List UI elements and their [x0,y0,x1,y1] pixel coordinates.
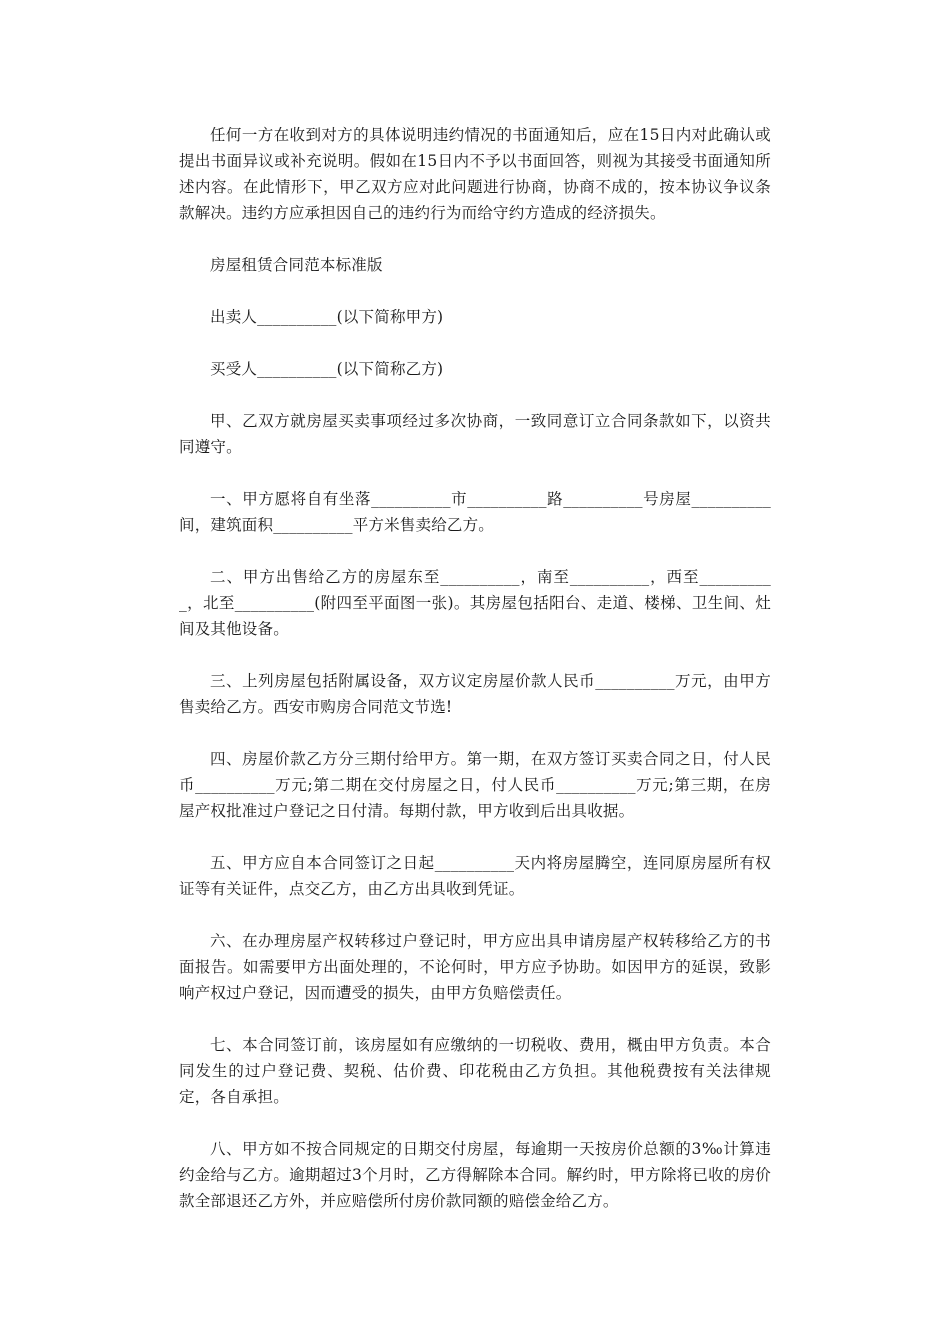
document-body [179,122,771,1240]
paragraph-clause-2: 二、甲方出售给乙方的房屋东至__________，南至__________，西至__________，北至__________(附四至平面图一张)。其房屋包括阳台、走道、楼梯、卫生间、灶间及其他设备。 [179,568,771,638]
paragraph-breach-notice: 任何一方在收到对方的具体说明违约情况的书面通知后，应在15日内对此确认或提出书面异议或补充说明。假如在15日内不予以书面回答，则视为其接受书面通知所述内容。在此情形下，甲乙双方应对此问题进行协商，协商不成的，按本协议争议条款解决。违约方应承担因自己的违约行为而给守约方造成的经济损失。 [179,126,771,222]
paragraph-clause-1: 一、甲方愿将自有坐落__________市__________路__________号房屋__________间，建筑面积__________平方米售卖给乙方。 [179,490,771,534]
paragraph-clause-3: 三、上列房屋包括附属设备，双方议定房屋价款人民币__________万元，由甲方售卖给乙方。西安市购房合同范文节选! [179,672,771,716]
paragraph-clause-5: 五、甲方应自本合同签订之日起__________天内将房屋腾空，连同原房屋所有权证等有关证件，点交乙方，由乙方出具收到凭证。 [179,854,771,898]
paragraph-seller: 出卖人__________(以下简称甲方) [210,308,444,326]
paragraph-clause-7: 七、本合同签订前，该房屋如有应缴纳的一切税收、费用，概由甲方负责。本合同发生的过户登记费、契税、估价费、印花税由乙方负担。其他税费按有关法律规定，各自承担。 [179,1036,771,1106]
paragraph-buyer: 买受人__________(以下简称乙方) [210,360,444,378]
paragraph-contract-title: 房屋租赁合同范本标准版 [210,256,383,274]
paragraph-clause-6: 六、在办理房屋产权转移过户登记时，甲方应出具申请房屋产权转移给乙方的书面报告。如需要甲方出面处理的，不论何时，甲方应予协助。如因甲方的延误，致影响产权过户登记，因而遭受的损失，由甲方负赔偿责任。 [179,932,771,1002]
paragraph-preamble: 甲、乙双方就房屋买卖事项经过多次协商，一致同意订立合同条款如下，以资共同遵守。 [179,412,771,456]
paragraph-clause-4: 四、房屋价款乙方分三期付给甲方。第一期，在双方签订买卖合同之日，付人民币__________万元;第二期在交付房屋之日，付人民币__________万元;第三期，在房屋产权批准过户登记之日付清。每期付款，甲方收到后出具收据。 [179,750,771,820]
paragraph-clause-8: 八、甲方如不按合同规定的日期交付房屋，每逾期一天按房价总额的3‰计算违约金给与乙方。逾期超过3个月时，乙方得解除本合同。解约时，甲方除将已收的房价款全部退还乙方外，并应赔偿所付房价款同额的赔偿金给乙方。 [179,1140,771,1210]
